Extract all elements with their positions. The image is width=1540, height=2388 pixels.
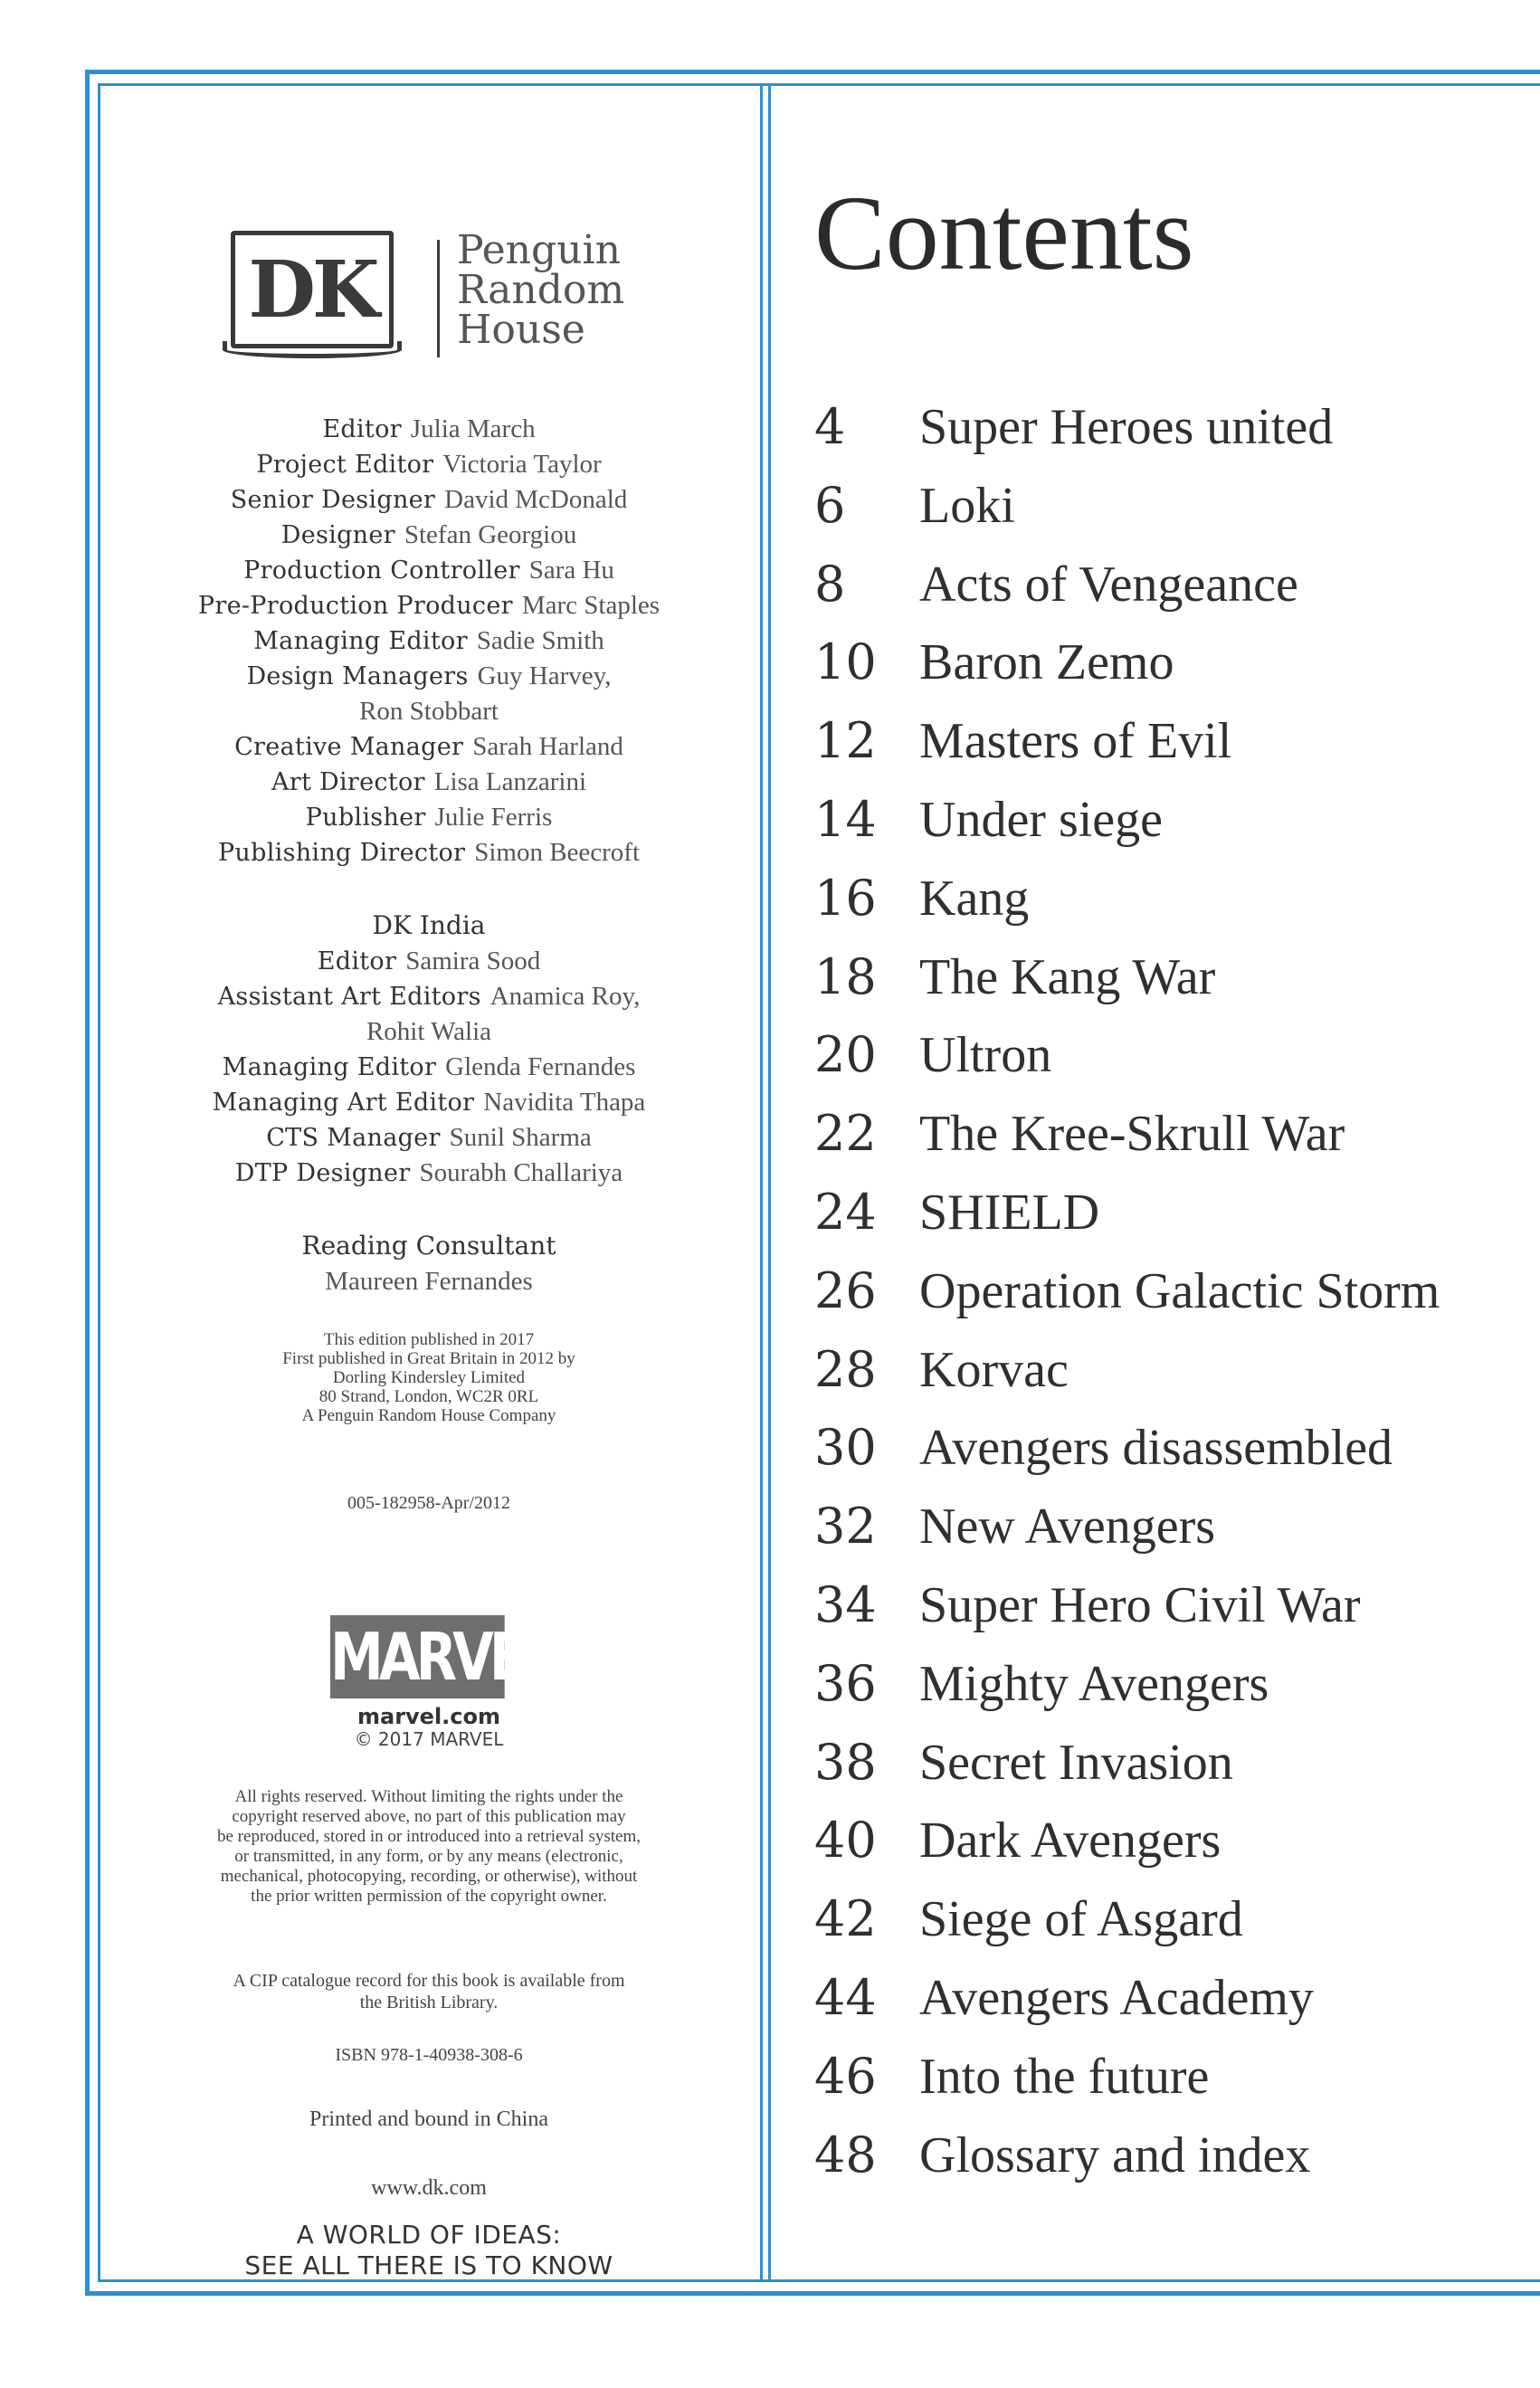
toc-page-number: 46 bbox=[814, 2047, 877, 2105]
tagline-line: SEE ALL THERE IS TO KNOW bbox=[244, 2250, 613, 2280]
reading-consultant-name: Maureen Fernandes bbox=[325, 1267, 533, 1296]
marvel-logo: MARVEL bbox=[330, 1615, 505, 1698]
credit-line bbox=[100, 729, 758, 765]
toc-page-number: 34 bbox=[814, 1575, 877, 1633]
credit-role: Assistant Art Editors bbox=[217, 983, 481, 1011]
credit-role: Editor bbox=[322, 415, 402, 443]
credit-name: Simon Beecroft bbox=[474, 838, 641, 867]
toc-entry-title: Avengers disassembled bbox=[919, 1420, 1393, 1477]
credit-name: Victoria Taylor bbox=[442, 450, 602, 479]
credit-line bbox=[100, 623, 758, 659]
credit-line bbox=[100, 1014, 758, 1050]
toc-entry-title: Mighty Avengers bbox=[919, 1655, 1269, 1712]
credit-role: Managing Editor bbox=[253, 627, 468, 655]
credit-name: Sunil Sharma bbox=[449, 1123, 592, 1152]
credit-name: Julia March bbox=[410, 414, 536, 443]
marvel-url: marvel.com bbox=[356, 1704, 501, 1729]
rights-line: or transmitted, in any form, or by any means (electronic, bbox=[234, 1847, 623, 1866]
rights-notice bbox=[100, 1787, 758, 1907]
credit-line bbox=[100, 518, 758, 553]
credit-name: Rohit Walia bbox=[366, 1017, 492, 1046]
publication-line: Dorling Kindersley Limited bbox=[332, 1368, 526, 1387]
toc-entry-title: Ultron bbox=[919, 1027, 1052, 1084]
cip-line: the British Library. bbox=[359, 1993, 499, 2012]
dk-india-block bbox=[100, 908, 758, 1191]
reading-consultant-heading: Reading Consultant bbox=[301, 1231, 556, 1261]
credit-line bbox=[100, 482, 758, 518]
publication-line: A Penguin Random House Company bbox=[301, 1406, 556, 1425]
rights-line: mechanical, photocopying, recording, or otherwise), without bbox=[220, 1867, 638, 1886]
toc-page-number: 32 bbox=[814, 1498, 877, 1556]
toc-page-number: 40 bbox=[814, 1812, 877, 1869]
toc-page-number: 36 bbox=[814, 1654, 877, 1712]
credit-name: Samira Sood bbox=[405, 947, 541, 975]
column-divider bbox=[760, 83, 771, 2282]
toc-entry-title: Baron Zemo bbox=[919, 634, 1174, 691]
isbn: ISBN 978-1-40938-308-6 bbox=[335, 2045, 523, 2065]
toc-page-number: 28 bbox=[814, 1340, 877, 1398]
credit-name: Sourabh Challariya bbox=[419, 1158, 623, 1187]
credit-line bbox=[100, 944, 758, 979]
website: www.dk.com bbox=[371, 2176, 487, 2200]
credits-block bbox=[100, 412, 758, 871]
toc-page-number: 8 bbox=[814, 555, 846, 613]
toc-page-number: 4 bbox=[814, 398, 846, 455]
dk-tagline bbox=[100, 2220, 758, 2281]
toc-page-number: 30 bbox=[814, 1419, 877, 1477]
toc-entry-title: Acts of Vengeance bbox=[919, 556, 1298, 613]
toc-page-number: 24 bbox=[814, 1183, 877, 1241]
toc-page-number: 6 bbox=[814, 476, 846, 534]
rights-line: All rights reserved. Without limiting the rights under the bbox=[234, 1787, 623, 1806]
credit-name: Anamica Roy, bbox=[490, 982, 641, 1011]
credit-name: Marc Staples bbox=[521, 591, 661, 620]
credit-role: Managing Editor bbox=[222, 1053, 437, 1081]
credit-line bbox=[100, 1050, 758, 1085]
credit-role: Design Managers bbox=[246, 662, 469, 690]
rights-line: copyright reserved above, no part of this publication may bbox=[232, 1807, 626, 1826]
toc-page-number: 42 bbox=[814, 1890, 877, 1948]
toc-entry-title: New Avengers bbox=[919, 1498, 1216, 1556]
toc-page-number: 38 bbox=[814, 1733, 877, 1791]
credit-role: Publisher bbox=[305, 804, 426, 832]
credit-role: CTS Manager bbox=[266, 1124, 441, 1152]
imprint-column bbox=[100, 86, 758, 2280]
toc-entry-title: Avengers Academy bbox=[919, 1969, 1314, 2026]
toc-page-number: 44 bbox=[814, 1968, 877, 2026]
publication-line: First published in Great Britain in 2012 by bbox=[282, 1349, 575, 1368]
publication-line: 80 Strand, London, WC2R 0RL bbox=[318, 1387, 539, 1406]
credit-name: Stefan Georgiou bbox=[404, 520, 577, 549]
toc-entry-title: The Kree-Skrull War bbox=[919, 1106, 1345, 1163]
toc-page-number: 16 bbox=[814, 869, 877, 927]
cip-notice bbox=[100, 1970, 758, 2013]
logo-separator bbox=[437, 240, 440, 357]
toc-page-number: 10 bbox=[814, 633, 877, 691]
prh-line: Random bbox=[457, 267, 625, 313]
credit-name: Sarah Harland bbox=[472, 732, 623, 761]
toc-entry-title: Secret Invasion bbox=[919, 1734, 1233, 1791]
toc-entry-title: Masters of Evil bbox=[919, 713, 1232, 770]
credit-line bbox=[100, 765, 758, 800]
credit-role: Production Controller bbox=[243, 557, 520, 585]
toc-page-number: 14 bbox=[814, 790, 877, 848]
reading-consultant-block bbox=[100, 1228, 758, 1299]
credit-role: Editor bbox=[317, 947, 397, 975]
toc-entry-title: Super Heroes united bbox=[919, 399, 1334, 455]
credit-line bbox=[100, 835, 758, 871]
toc-entry-title: Operation Galactic Storm bbox=[919, 1262, 1440, 1319]
credit-line bbox=[100, 1120, 758, 1156]
publisher-logo bbox=[231, 227, 737, 439]
toc-page-number: 26 bbox=[814, 1261, 877, 1319]
credit-line bbox=[100, 979, 758, 1014]
toc-entry-title: Kang bbox=[919, 870, 1030, 927]
credit-line bbox=[100, 412, 758, 447]
credit-line bbox=[100, 1156, 758, 1191]
toc-page-number: 48 bbox=[814, 2126, 877, 2183]
credit-line bbox=[100, 1085, 758, 1120]
publication-line: This edition published in 2017 bbox=[323, 1330, 535, 1349]
toc-entry-title: Siege of Asgard bbox=[919, 1891, 1243, 1948]
dk-logo-text: DK bbox=[248, 243, 376, 336]
toc-entry-title: SHIELD bbox=[919, 1184, 1100, 1241]
toc-page-number: 18 bbox=[814, 947, 877, 1005]
tagline-line: A WORLD OF IDEAS: bbox=[296, 2220, 562, 2250]
credit-role: Project Editor bbox=[256, 451, 434, 479]
credit-role: Creative Manager bbox=[234, 733, 464, 761]
toc-entry-title: Glossary and index bbox=[919, 2126, 1311, 2183]
credit-name: Lisa Lanzarini bbox=[433, 767, 587, 796]
marvel-copyright: © 2017 MARVEL bbox=[354, 1728, 504, 1750]
toc-entry-title: Dark Avengers bbox=[919, 1812, 1222, 1869]
print-code: 005-182958-Apr/2012 bbox=[347, 1493, 510, 1513]
credit-name: Julie Ferris bbox=[434, 803, 553, 832]
credit-line bbox=[100, 553, 758, 588]
toc-entry-title: Super Hero Civil War bbox=[919, 1576, 1361, 1633]
credit-role: DTP Designer bbox=[234, 1159, 411, 1187]
credit-role: Managing Art Editor bbox=[212, 1089, 475, 1117]
dk-india-heading: DK India bbox=[372, 910, 486, 940]
credit-name: Sara Hu bbox=[528, 556, 614, 585]
credit-line bbox=[100, 694, 758, 729]
toc-entry-title: Under siege bbox=[919, 791, 1164, 848]
cip-line: A CIP catalogue record for this book is available from bbox=[233, 1971, 625, 1991]
penguin-random-house-wordmark bbox=[457, 227, 625, 353]
rights-line: the prior written permission of the copyright owner. bbox=[251, 1887, 607, 1906]
contents-title: Contents bbox=[814, 174, 1194, 292]
credit-line bbox=[100, 588, 758, 623]
credit-role: Senior Designer bbox=[230, 486, 436, 514]
credit-name: Ron Stobbart bbox=[359, 697, 499, 726]
credit-role: Pre-Production Producer bbox=[197, 592, 513, 620]
toc-entry-title: Into the future bbox=[919, 2048, 1210, 2105]
credit-role: Art Director bbox=[271, 768, 425, 796]
credit-name: Navidita Thapa bbox=[483, 1088, 646, 1117]
credit-role: Publishing Director bbox=[217, 839, 466, 867]
prh-line: Penguin bbox=[457, 227, 621, 273]
dk-book-logo-icon bbox=[231, 231, 394, 348]
credit-name: Glenda Fernandes bbox=[445, 1052, 636, 1081]
credit-role: Designer bbox=[280, 521, 395, 549]
toc-page-number: 20 bbox=[814, 1026, 877, 1084]
toc-page-number: 22 bbox=[814, 1105, 877, 1163]
credit-line bbox=[100, 800, 758, 835]
toc-entry-title: The Kang War bbox=[919, 948, 1216, 1005]
credit-name: Sadie Smith bbox=[476, 626, 604, 655]
printed-in: Printed and bound in China bbox=[309, 2107, 548, 2131]
toc-entry-title: Korvac bbox=[919, 1341, 1069, 1398]
credit-line bbox=[100, 659, 758, 694]
credit-line bbox=[100, 447, 758, 482]
toc-page-number: 12 bbox=[814, 712, 877, 770]
credit-name: Guy Harvey, bbox=[477, 661, 612, 690]
publication-info bbox=[100, 1330, 758, 1425]
credit-name: David McDonald bbox=[444, 485, 628, 514]
toc-entry-title: Loki bbox=[919, 477, 1015, 534]
rights-line: be reproduced, stored in or introduced into a retrieval system, bbox=[217, 1827, 641, 1846]
prh-line: House bbox=[457, 307, 585, 353]
